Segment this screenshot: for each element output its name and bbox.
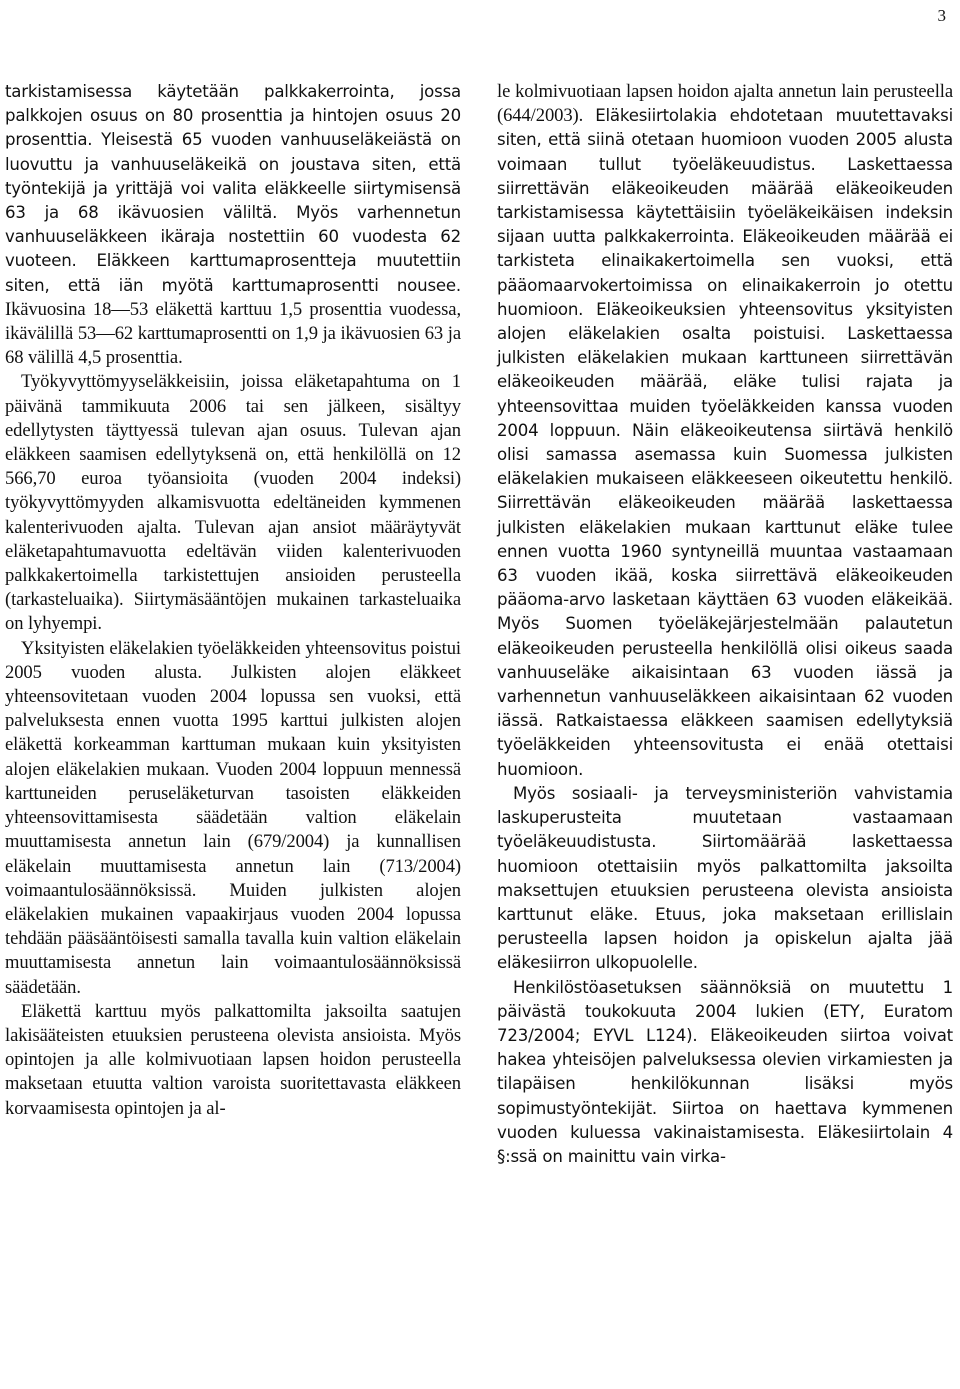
paragraph-text: le kolmivuotiaan lapsen hoidon ajalta annetun lain perusteella (644/2003). [497, 81, 953, 127]
paragraph-text: Työkyvyttömyyseläkkeisiin, joissa eläketapahtuma on 1 päivänä tammikuuta 2006 tai sen jälkeen, sisältyy edellytysten täyttyessä tulevan ajan osuus. Tulevan ajan eläkkeen saamisen edellytyksenä on, että henkilöllä on 12 566,70 euroa työansioita (vuoden 2004 indeksi) työkyvyttömyyden alkamisvuotta edeltäneiden kymmenen kalenterivuoden ajalta. Tulevan ajan ansiot määräytyvät eläketapahtumavuotta edeltävän viiden kalenterivuoden palkkakertoimella tarkistettujen ansioiden perusteella (tarkasteluaika). Siirtymäsääntöjen mukainen tarkasteluaika on lyhyempi. [5, 371, 461, 635]
paragraph-text: Ikävuosina 18—53 eläkettä karttuu 1,5 prosenttia vuodessa, ikävälillä 53—62 karttumaprosentti on 1,9 ja ikävuosien 63 ja 68 välillä 4,5 prosenttia. [5, 298, 461, 369]
paragraph-text: Yksityisten eläkelakien työeläkkeiden yhteensovitus poistui 2005 vuoden alusta. Julkisten alojen eläkkeet yhteensovitetaan vuoden 2004 lopussa sen vuoksi, että palveluksesta ennen vuotta 1995 karttui julkisten alojen eläkettä korkeamman karttuman mukaan kuin yksityisten alojen eläkelakien mukaan. Vuoden 2004 loppuun mennessä karttuneiden peruseläketurvan tasoisten eläkkeiden yhteensovittamisesta säädetään valtion eläkelain muuttamisesta annetun lain (679/2004) ja kunnallisen eläkelain muuttamisesta annetun lain (713/2004) voimaantulosäännöksissä. Muiden julkisten alojen eläkelakien mukainen vapaakirjaus vuoden 2004 lopussa tehdään pääsääntöisesti samalla tavalla kuin valtion eläkelain muuttamisesta annetun lain voimaantulosäännöksissä säädetään. [5, 637, 461, 998]
paragraph [497, 976, 953, 1170]
paragraph-text: Eläkesiirtolakia ehdotetaan muutettavaksi siten, että siinä otetaan huomioon vuoden 2005 alusta voimaan tullut työeläkeuudistus. Laskettaessa siirrettävän eläkeoikeuden määrää eläkeoikeuden tarkistamisessa käytettäisiin työeläkeikäisen indeksin sijaan uutta palkkakerrointa. Eläkeoikeuden määrää ei tarkisteta elinaikakertoimella sen vuoksi, että pääomaarvokertoimissa on elinaikakerroin jo otettu huomioon. Eläkeoikeuksien yhteensovitus yksityisten alojen eläkelakien osalta poistuisi. Laskettaessa julkisten eläkelakien mukaan karttuneen siirrettävän eläkeoikeuden määrää, eläke tulisi rajata ja yhteensovittaa muiden työeläkkeiden kanssa vuoden 2004 loppuun. Näin eläkeoikeutensa siirtävä henkilö olisi samassa asemassa kuin Suomessa julkisten eläkelakien mukaiseen eläkkeeseen oikeutettu henkilö. Siirrettävän eläkeoikeuden määrää laskettaessa julkisten eläkelakien mukaan karttunut eläke tulee ennen vuotta 1960 syntyneillä muuntaa vastaamaan 63 vuoden ikää, koska siirrettävä eläkeoikeuden pääoma-arvo lasketaan käyttäen 63 vuoden eläkeikää. Myös Suomen työeläkejärjestelmään palautetun eläkeoikeuden perusteella henkilöllä olisi oikeus saada vanhuuseläke aikaisintaan 63 vuoden iässä ja varhennetun vanhuuseläkkeen aikaisintaan 62 vuoden iässä. Ratkaistaessa eläkkeen saamisen edellytyksiä työeläkkeiden yhteensovitusta ei enää otettaisi huomioon. [497, 106, 953, 779]
paragraph [5, 1000, 461, 1121]
paragraph [5, 80, 461, 370]
paragraph [5, 637, 461, 1000]
right-column [497, 80, 953, 1169]
page-number: 3 [937, 6, 946, 25]
paragraph-text: Myös sosiaali- ja terveysministeriön vahvistamia laskuperusteita muutetaan vastaamaan työeläkeuudistusta. Siirtomäärää laskettaessa huomioon otettaisiin myös palkattomilta jaksoilta maksettujen etuuksien perusteena olevista ansioista karttunut eläke. Etuus, joka maksetaan erillislain perusteella lapsen hoidon ja opiskelun ajalta jää eläkesiirron ulkopuolelle. [497, 783, 953, 973]
paragraph-text: Eläkettä karttuu myös palkattomilta jaksoilta saatujen lakisääteisten etuuksien perusteena olevista ansioista. Myös opintojen ja alle kolmivuotiaan lapsen hoidon perusteella maksetaan etuutta valtion varoista suoritettavasta eläkkeen korvaamisesta opintojen ja al- [5, 1000, 461, 1119]
paragraph [497, 782, 953, 976]
paragraph [497, 80, 953, 782]
paragraph-text: tarkistamisessa käytetään palkkakerrointa, jossa palkkojen osuus on 80 prosenttia ja hintojen osuus 20 prosenttia. Yleisestä 65 vuoden vanhuuseläkeiästä on luovuttu ja vanhuuseläkeikä on joustava siten, että työntekijä ja yrittäjä voi valita eläkkeelle siirtymisensä 63 ja 68 ikävuosien väliltä. Myös varhennetun vanhuuseläkkeen ikäraja nostettiin 60 vuodesta 62 vuoteen. Eläkkeen karttumaprosentteja muutettiin siten, että iän myötä karttumaprosentti nousee. [5, 82, 461, 295]
paragraph [5, 370, 461, 636]
paragraph-text: Henkilöstöasetuksen säännöksiä on muutettu 1 päivästä toukokuuta 2004 lukien (ETY, Euratom 723/2004; EYVL L124). Eläkeoikeuden siirtoa voivat hakea yhteisöjen palveluksessa olevien virkamiesten ja tilapäisen henkilökunnan lisäksi myös sopimustyöntekijät. Siirtoa on haettava kymmenen vuoden kuluessa vakinaistamisesta. Eläkesiirtolain 4 §:ssä on mainittu vain virka- [497, 977, 953, 1166]
left-column [5, 80, 461, 1121]
